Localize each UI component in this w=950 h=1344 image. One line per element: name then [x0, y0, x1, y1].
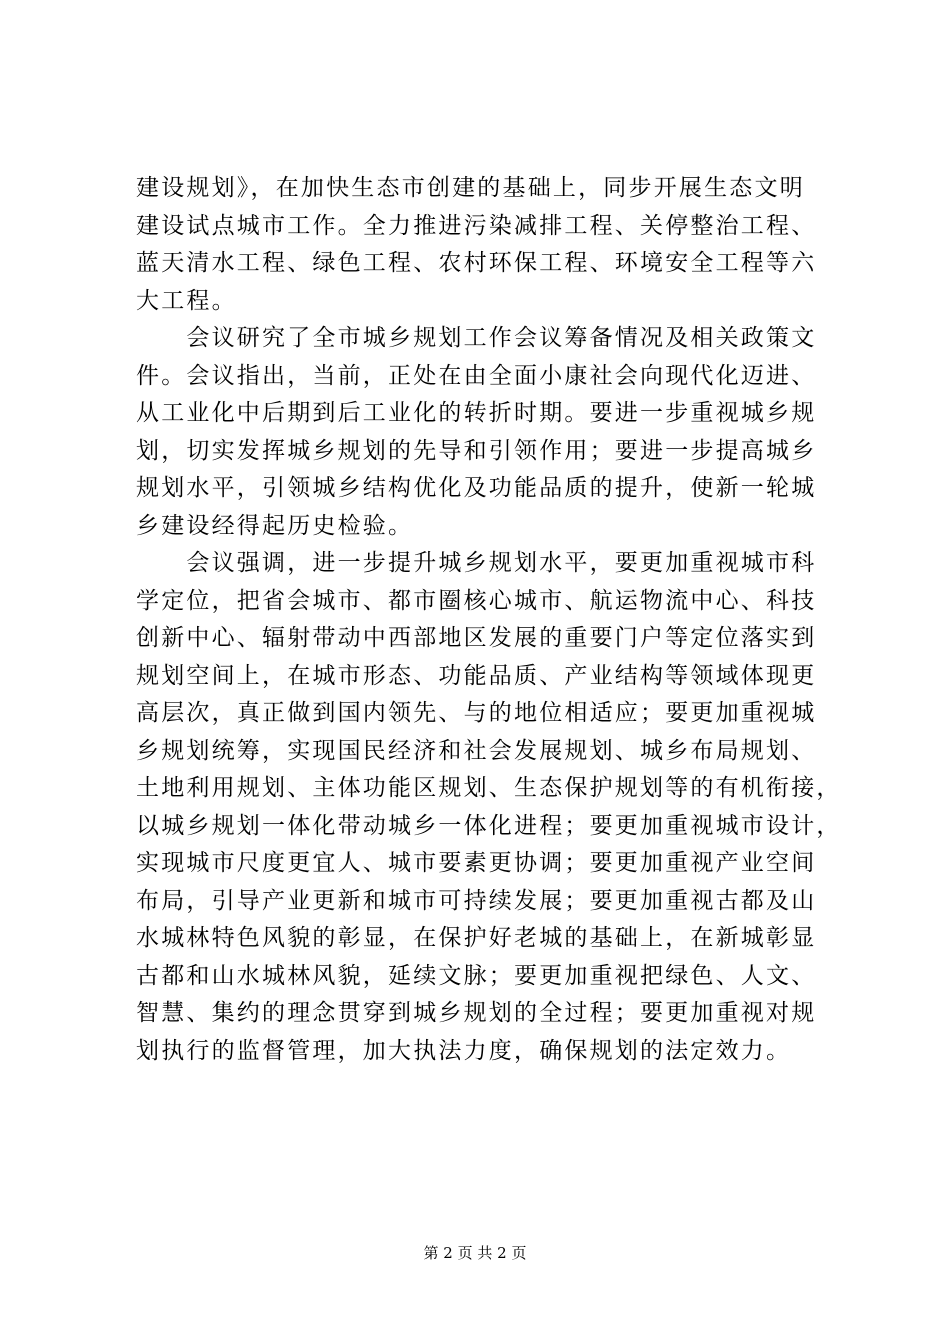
- text-line: 水城林特色风貌的彰显，在保护好老城的基础上，在新城彰显: [136, 925, 817, 951]
- body-text: [136, 170, 842, 1070]
- text-line: 划执行的监督管理，加大执法力度，确保规划的法定效力。: [136, 1037, 792, 1064]
- text-line: 从工业化中后期到后工业化的转折时期。要进一步重视城乡规: [136, 400, 817, 426]
- page-number-footer: 第 2 页 共 2 页: [423, 1244, 527, 1262]
- text-line: 乡建设经得起历史检验。: [136, 512, 414, 539]
- text-line: 会议研究了全市城乡规划工作会议筹备情况及相关政策文: [136, 325, 817, 351]
- text-line: 古都和山水城林风貌，延续文脉；要更加重视把绿色、人文、: [136, 962, 817, 989]
- text-line: 创新中心、辐射带动中西部地区发展的重要门户等定位落实到: [136, 625, 817, 651]
- text-line: 大工程。: [136, 287, 237, 314]
- text-line: 高层次，真正做到国内领先、与的地位相适应；要更加重视城: [136, 700, 817, 726]
- text-line: 乡规划统筹，实现国民经济和社会发展规划、城乡布局规划、: [136, 737, 817, 764]
- text-line: 建设试点城市工作。全力推进污染减排工程、关停整治工程、: [136, 212, 817, 239]
- text-line: 蓝天清水工程、绿色工程、农村环保工程、环境安全工程等六: [136, 250, 817, 276]
- text-line: 布局，引导产业更新和城市可持续发展；要更加重视古都及山: [136, 887, 817, 914]
- text-line: 建设规划》，在加快生态市创建的基础上，同步开展生态文明: [136, 175, 805, 201]
- text-line: 规划水平，引领城乡结构优化及功能品质的提升，使新一轮城: [136, 475, 817, 501]
- text-line: 实现城市尺度更宜人、城市要素更协调；要更加重视产业空间: [136, 850, 817, 876]
- text-line: 学定位，把省会城市、都市圈核心城市、航运物流中心、科技: [136, 587, 817, 614]
- text-line: 土地利用规划、主体功能区规划、生态保护规划等的有机衔接，: [136, 775, 842, 801]
- text-line: 会议强调，进一步提升城乡规划水平，要更加重视城市科: [136, 550, 817, 576]
- text-line: 智慧、集约的理念贯穿到城乡规划的全过程；要更加重视对规: [136, 1000, 817, 1026]
- text-line: 以城乡规划一体化带动城乡一体化进程；要更加重视城市设计，: [136, 812, 842, 839]
- text-line: 划，切实发挥城乡规划的先导和引领作用；要进一步提高城乡: [136, 437, 817, 464]
- text-line: 件。会议指出，当前，正处在由全面小康社会向现代化迈进、: [136, 362, 817, 389]
- text-line: 规划空间上，在城市形态、功能品质、产业结构等领域体现更: [136, 662, 817, 689]
